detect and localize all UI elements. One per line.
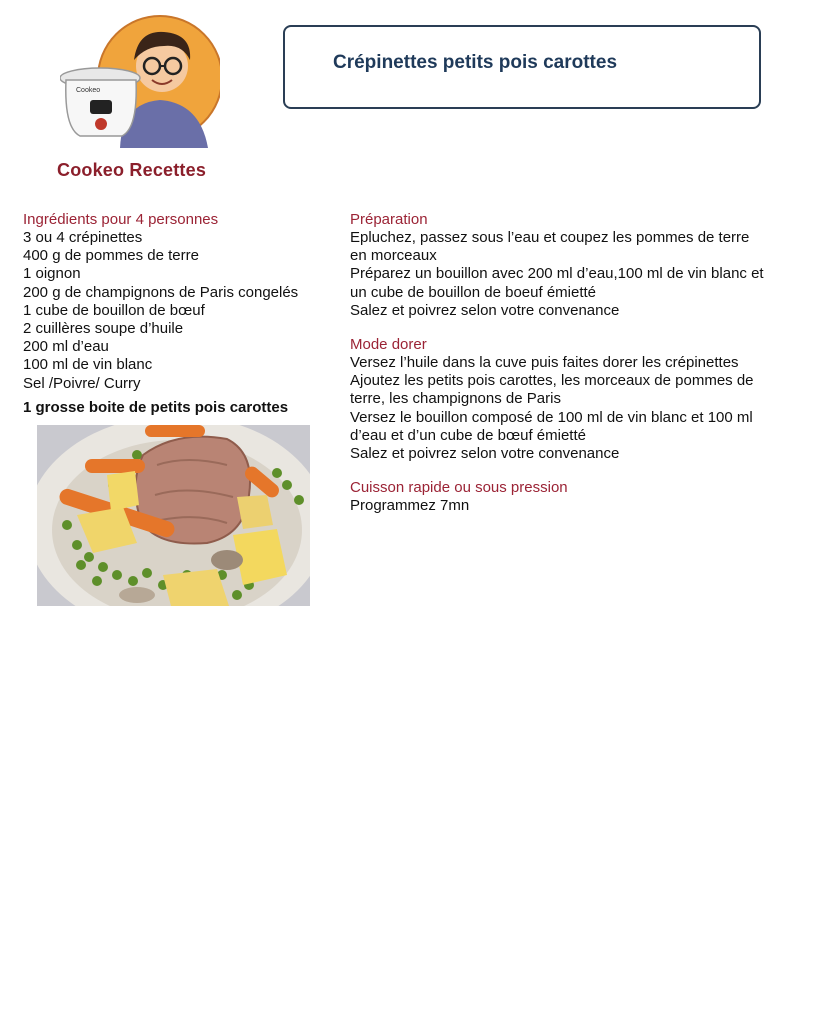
ingredient-item: 1 cube de bouillon de bœuf: [23, 301, 205, 319]
ingredient-item: 100 ml de vin blanc: [23, 356, 153, 374]
ingredients-heading: Ingrédients pour 4 personnes: [23, 211, 219, 228]
step-heading: Mode dorer: [350, 336, 427, 354]
step-block-preparation: [350, 211, 770, 320]
step-line: Epluchez, passez sous l’eau et coupez les pommes de terre en morceaux: [350, 229, 750, 265]
step-line: Salez et poivrez selon votre convenance: [350, 445, 620, 463]
ingredient-item: 2 cuillères soupe d’huile: [23, 320, 184, 338]
step-line: Versez l’huile dans la cuve puis faites dorer les crépinettes: [350, 354, 739, 372]
step-line: Salez et poivrez selon votre convenance: [350, 301, 620, 319]
step-heading: Cuisson rapide ou sous pression: [350, 479, 568, 497]
step-block-mode-dorer: [350, 336, 770, 463]
ingredients-section: [23, 211, 343, 417]
ingredient-item: 3 ou 4 crépinettes: [23, 229, 143, 246]
ingredient-extra: 1 grosse boite de petits pois carottes: [23, 398, 289, 416]
step-block-cuisson: [350, 479, 770, 515]
ingredient-item: 200 ml d’eau: [23, 338, 109, 356]
logo: [60, 8, 220, 153]
recipe-title: Crépinettes petits pois carottes: [333, 52, 618, 73]
ingredient-item: 400 g de pommes de terre: [23, 247, 199, 265]
step-line: Ajoutez les petits pois carottes, les morceaux de pommes de terre, les champignons de Paris: [350, 372, 754, 408]
svg-text:Cookeo: Cookeo: [76, 87, 101, 94]
dish-photo: [37, 425, 310, 606]
ingredient-item: 200 g de champignons de Paris congelés: [23, 283, 299, 301]
recipe-title-box: [283, 25, 761, 109]
ingredient-item: Sel /Poivre/ Curry: [23, 374, 141, 392]
step-heading: Préparation: [350, 211, 428, 228]
preparation-section: [350, 211, 770, 531]
brand-name: Cookeo Recettes: [57, 160, 207, 180]
step-line: Préparez un bouillon avec 200 ml d’eau,100 ml de vin blanc et un cube de bouillon de boeuf émietté: [350, 265, 764, 301]
step-line: Versez le bouillon composé de 100 ml de vin blanc et 100 ml d’eau et d’un cube de bœuf émietté: [350, 408, 753, 444]
step-line: Programmez 7mn: [350, 497, 470, 515]
ingredient-item: 1 oignon: [23, 265, 81, 283]
